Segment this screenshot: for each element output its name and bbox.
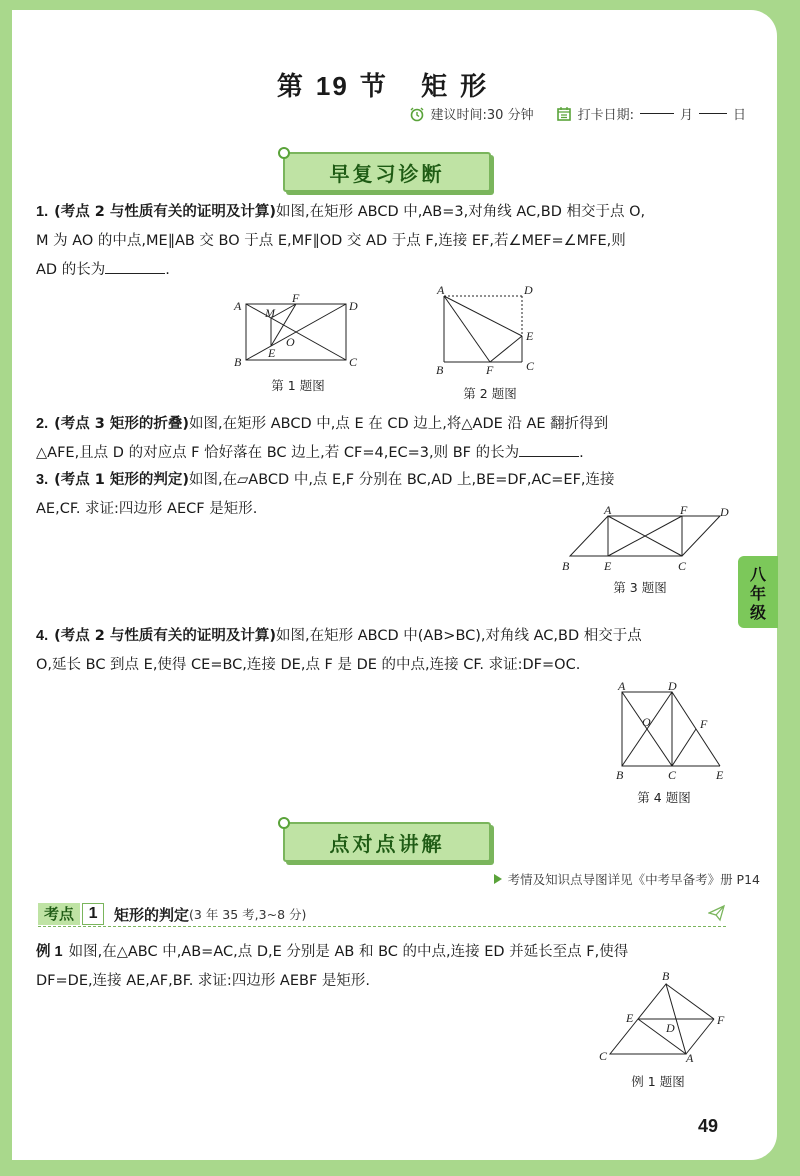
figure-1 — [228, 290, 358, 370]
page-number: 49 — [698, 1116, 719, 1136]
ex1-text-2: DF=DE,连接 AE,AF,BF. 求证:四边形 AEBF 是矩形. — [36, 973, 371, 989]
fig1-caption: 第 1 题图 — [271, 378, 325, 393]
section-title — [0, 66, 765, 103]
fig4-label: F — [700, 717, 708, 731]
q1-text-3: AD 的长为 — [36, 262, 106, 278]
fig3-label: D — [720, 505, 729, 519]
alarm-clock-icon — [409, 106, 425, 122]
fig1-label: D — [349, 299, 358, 313]
fig4-caption: 第 4 题图 — [637, 790, 691, 805]
fig4-label: D — [668, 680, 677, 693]
fig2-label: D — [524, 283, 533, 297]
fig4-label: C — [668, 768, 677, 782]
q2-tag: (考点 3 矩形的折叠) — [54, 416, 190, 432]
day-blank — [699, 113, 727, 114]
q1-end: . — [165, 262, 170, 278]
section-name: 矩 形 — [421, 72, 489, 102]
fig2-label: C — [526, 359, 535, 373]
question-2 — [36, 410, 726, 468]
fig4-label: E — [716, 768, 724, 782]
banner-review — [283, 152, 491, 192]
q2-text-1: 如图,在矩形 ABCD 中,点 E 在 CD 边上,将△ADE 沿 AE 翻折得到 — [189, 416, 609, 432]
kaodian-number: 1 — [82, 903, 104, 925]
section-number: 19 — [315, 71, 349, 101]
kaodian-title: 矩形的判定 — [114, 905, 190, 924]
section-suffix: 节 — [359, 72, 388, 102]
figure-2 — [428, 282, 543, 378]
q1-answer-blank — [105, 273, 165, 274]
figure-4 — [608, 680, 728, 784]
figex-label: F — [717, 1013, 725, 1027]
banner-explain — [283, 822, 491, 862]
section-prefix: 第 — [276, 72, 305, 102]
fig1-label: C — [349, 355, 358, 369]
q1-text-1: 如图,在矩形 ABCD 中,AB=3,对角线 AC,BD 相交于点 O, — [276, 204, 646, 220]
q3-number: 3. — [36, 472, 49, 488]
q2-answer-blank — [519, 456, 579, 457]
fig2-label: F — [486, 363, 494, 377]
grade-tab-label: 八年级 — [749, 564, 766, 622]
fig2-label: E — [526, 329, 534, 343]
banner-review-label: 早复习诊断 — [329, 161, 445, 186]
question-4 — [36, 622, 726, 680]
checkin-label: 打卡日期: — [577, 108, 634, 123]
fig2-label: A — [437, 283, 445, 297]
reference-note — [492, 870, 760, 888]
figex-label: A — [686, 1051, 694, 1062]
fig1-label: A — [234, 299, 242, 313]
grade-tab — [738, 556, 778, 628]
q2-end: . — [579, 445, 584, 461]
ex1-text-1: 如图,在△ABC 中,AB=AC,点 D,E 分别是 AB 和 BC 的中点,连接 ED 并延长至点 F,使得 — [68, 944, 629, 960]
fig1-label: O — [286, 335, 295, 349]
figex-label: E — [626, 1011, 634, 1025]
q2-text-2: △AFE,且点 D 的对应点 F 恰好落在 BC 边上,若 CF=4,EC=3,则 BF 的长为 — [36, 445, 520, 461]
fig3-label: F — [680, 503, 688, 517]
fig4-label: B — [616, 768, 624, 782]
ring-icon — [277, 146, 291, 160]
fig2-caption: 第 2 题图 — [463, 386, 517, 401]
calendar-icon — [556, 106, 572, 122]
paper-plane-icon — [708, 904, 726, 922]
q4-tag: (考点 2 与性质有关的证明及计算) — [54, 628, 277, 644]
play-arrow-icon — [492, 873, 504, 885]
q4-number: 4. — [36, 628, 49, 644]
study-meta — [409, 104, 746, 123]
figure-example-1 — [594, 966, 734, 1062]
figex-label: C — [599, 1049, 608, 1062]
q2-number: 2. — [36, 416, 49, 432]
fig1-label: F — [292, 291, 300, 305]
fig4-label: A — [618, 680, 626, 693]
fig3-label: C — [678, 559, 687, 573]
fig3-caption: 第 3 题图 — [613, 580, 667, 595]
q3-tag: (考点 1 矩形的判定) — [54, 472, 190, 488]
suggested-time: 建议时间:30 分钟 — [430, 108, 534, 123]
fig2-label: B — [436, 363, 444, 377]
figex-label: B — [662, 969, 670, 983]
q4-text-1: 如图,在矩形 ABCD 中(AB>BC),对角线 AC,BD 相交于点 — [276, 628, 642, 644]
fig3-label: B — [562, 559, 570, 573]
ring-icon — [277, 816, 291, 830]
q3-text-1: 如图,在▱ABCD 中,点 E,F 分别在 BC,AD 上,BE=DF,AC=EF,连接 — [189, 472, 615, 488]
figex-label: D — [666, 1021, 675, 1035]
fig4-label: O — [642, 715, 651, 729]
q1-tag: (考点 2 与性质有关的证明及计算) — [54, 204, 277, 220]
question-1 — [36, 198, 726, 285]
q4-text-2: O,延长 BC 到点 E,使得 CE=BC,连接 DE,点 F 是 DE 的中点,连接 CF. 求证:DF=OC. — [36, 657, 581, 673]
fig1-label: E — [268, 346, 276, 360]
example-figure-caption: 例 1 题图 — [631, 1074, 685, 1089]
kaodian-sub: (3 年 35 考,3~8 分) — [189, 907, 307, 922]
kaodian-header — [38, 902, 726, 927]
q1-text-2: M 为 AO 的中点,ME∥AB 交 BO 于点 E,MF∥OD 交 AD 于点 F,连接 EF,若∠MEF=∠MFE,则 — [36, 233, 626, 249]
banner-explain-label: 点对点讲解 — [329, 831, 445, 856]
kaodian-label: 考点 — [38, 903, 80, 925]
month-label: 月 — [679, 108, 693, 123]
figure-3 — [560, 502, 730, 574]
ex1-number: 例 1 — [36, 944, 63, 960]
month-blank — [640, 113, 674, 114]
fig1-label: M — [265, 306, 275, 320]
q3-text-2: AE,CF. 求证:四边形 AECF 是矩形. — [36, 501, 258, 517]
fig3-label: A — [604, 503, 612, 517]
reference-text: 考情及知识点导图详见《中考早备考》册 P14 — [507, 872, 760, 887]
fig1-label: B — [234, 355, 242, 369]
fig3-label: E — [604, 559, 612, 573]
q1-number: 1. — [36, 204, 49, 220]
day-label: 日 — [732, 108, 746, 123]
